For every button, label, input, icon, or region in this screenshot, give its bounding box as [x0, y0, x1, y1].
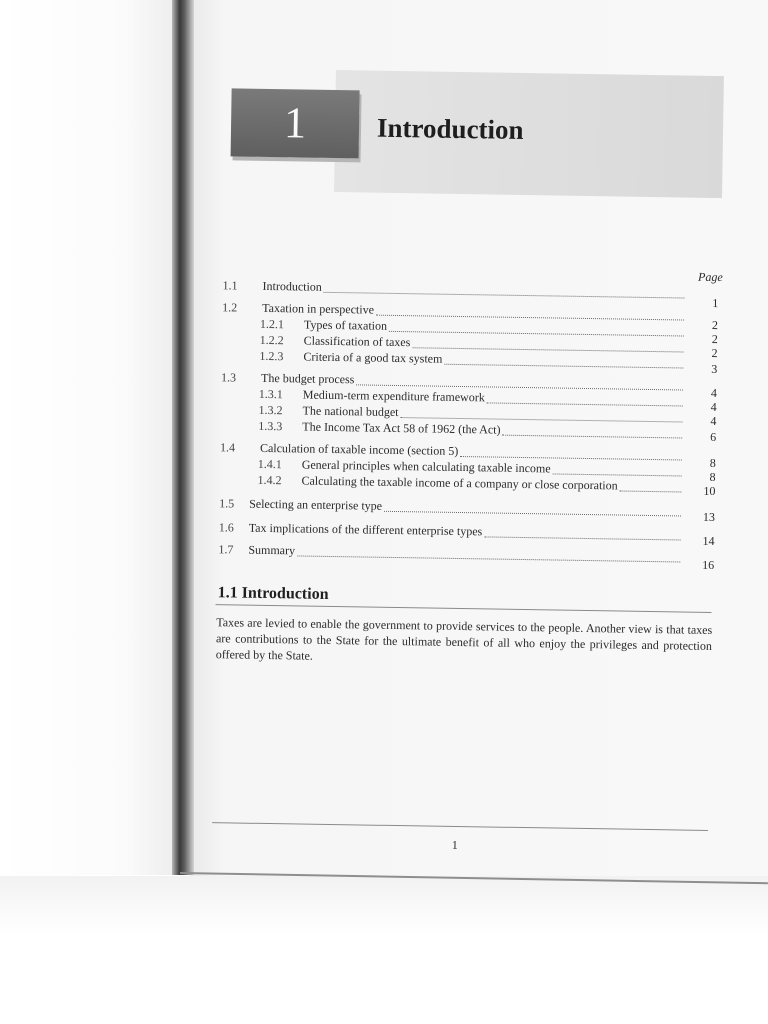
toc-entry-page: 16 — [702, 557, 715, 573]
section-body: Taxes are levied to enable the government to provide services to the people. Another view is that taxes are contributions to the State for the ultimate benefit of all who enjoy the privileges and protection offered by the State. — [215, 615, 713, 663]
toc-entry — [219, 520, 719, 544]
toc-leader-dots — [297, 555, 680, 562]
toc-entry-number: 1.1 — [222, 278, 238, 293]
toc-entry-number: 1.2.1 — [259, 316, 285, 332]
toc-entry-label: Medium-term expenditure framework — [302, 387, 485, 405]
toc-leader-dots — [485, 536, 681, 540]
toc-entry-number: 1.3.1 — [258, 386, 283, 402]
toc-entry-label: Summary — [248, 542, 296, 558]
toc-entry-number: 1.2.3 — [259, 348, 284, 364]
toc-entry-number: 1.6 — [218, 520, 234, 535]
footer-rule — [212, 822, 708, 831]
toc-entry-label: Criteria of a good tax system — [303, 349, 443, 366]
toc-entry-page: 2 — [711, 317, 719, 333]
toc-entry-page: 8 — [709, 455, 716, 471]
toc-entry-label: Calculating the taxable income of a company or close corporation — [301, 473, 618, 493]
section-heading: 1.1 Introduction — [217, 584, 329, 603]
toc-entry-page: 1 — [712, 295, 719, 311]
toc-entry-number: 1.3.2 — [258, 402, 283, 418]
toc-entry-number: 1.4.2 — [257, 472, 282, 488]
toc-entry — [219, 496, 719, 520]
chapter-number: 1 — [283, 98, 307, 148]
chapter-number-box — [231, 88, 360, 158]
toc-leader-dots — [323, 292, 684, 299]
toc-leader-dots — [487, 402, 683, 406]
toc-entry-page: 8 — [709, 469, 716, 485]
section-rule — [216, 604, 712, 613]
table-of-contents — [218, 262, 723, 573]
toc-entry-page: 4 — [710, 385, 718, 401]
toc-entry-page: 13 — [702, 509, 716, 525]
toc-entry-label: The national budget — [302, 403, 399, 420]
toc-entry — [218, 542, 718, 566]
toc-entry-page: 14 — [702, 533, 715, 549]
toc-entry-number: 1.4 — [219, 440, 236, 455]
toc-entry-page: 2 — [711, 345, 718, 361]
toc-leader-dots — [444, 364, 683, 369]
toc-entry-label: The Income Tax Act 58 of 1962 (the Act) — [302, 419, 501, 437]
toc-entry-number: 1.3 — [221, 370, 237, 385]
toc-leader-dots — [502, 435, 682, 439]
toc-leader-dots — [384, 511, 681, 517]
toc-entry-number: 1.3.3 — [258, 418, 283, 434]
toc-entry-label: Introduction — [262, 278, 322, 294]
toc-entry-page: 4 — [710, 399, 717, 415]
background-bottom — [0, 876, 768, 1024]
toc-entry-number: 1.4.1 — [257, 456, 282, 472]
toc-entry-page: 6 — [710, 429, 717, 445]
toc-entry-label: Calculation of taxable income (section 5) — [259, 440, 459, 458]
toc-entry-label: Selecting an enterprise type — [249, 496, 383, 513]
toc-entry-label: Taxation in perspective — [262, 300, 375, 317]
toc-entry-label: Tax implications of the different enterprise types — [248, 520, 483, 539]
toc-entry-page: 4 — [710, 413, 717, 429]
toc-entry-label: Classification of taxes — [303, 333, 411, 350]
toc-entry-page: 3 — [711, 361, 718, 377]
toc-entry-number: 1.2.2 — [259, 332, 284, 348]
toc-entry-label: Types of taxation — [303, 317, 388, 333]
toc-entry-label: General principles when calculating taxable income — [301, 457, 551, 476]
toc-page-header: Page — [697, 269, 723, 285]
chapter-title: Introduction — [376, 112, 524, 145]
toc-leader-dots — [553, 473, 682, 476]
toc-leader-dots — [619, 491, 681, 493]
page-number: 1 — [451, 837, 458, 853]
toc-entry-page: 10 — [703, 483, 716, 499]
toc-entry-label: The budget process — [260, 370, 355, 387]
toc-entry-number: 1.2 — [222, 300, 238, 315]
toc-entry-number: 1.5 — [219, 496, 235, 511]
toc-entry-number: 1.7 — [218, 542, 234, 557]
toc-entry — [222, 278, 722, 302]
toc-entry-page: 2 — [711, 331, 718, 347]
